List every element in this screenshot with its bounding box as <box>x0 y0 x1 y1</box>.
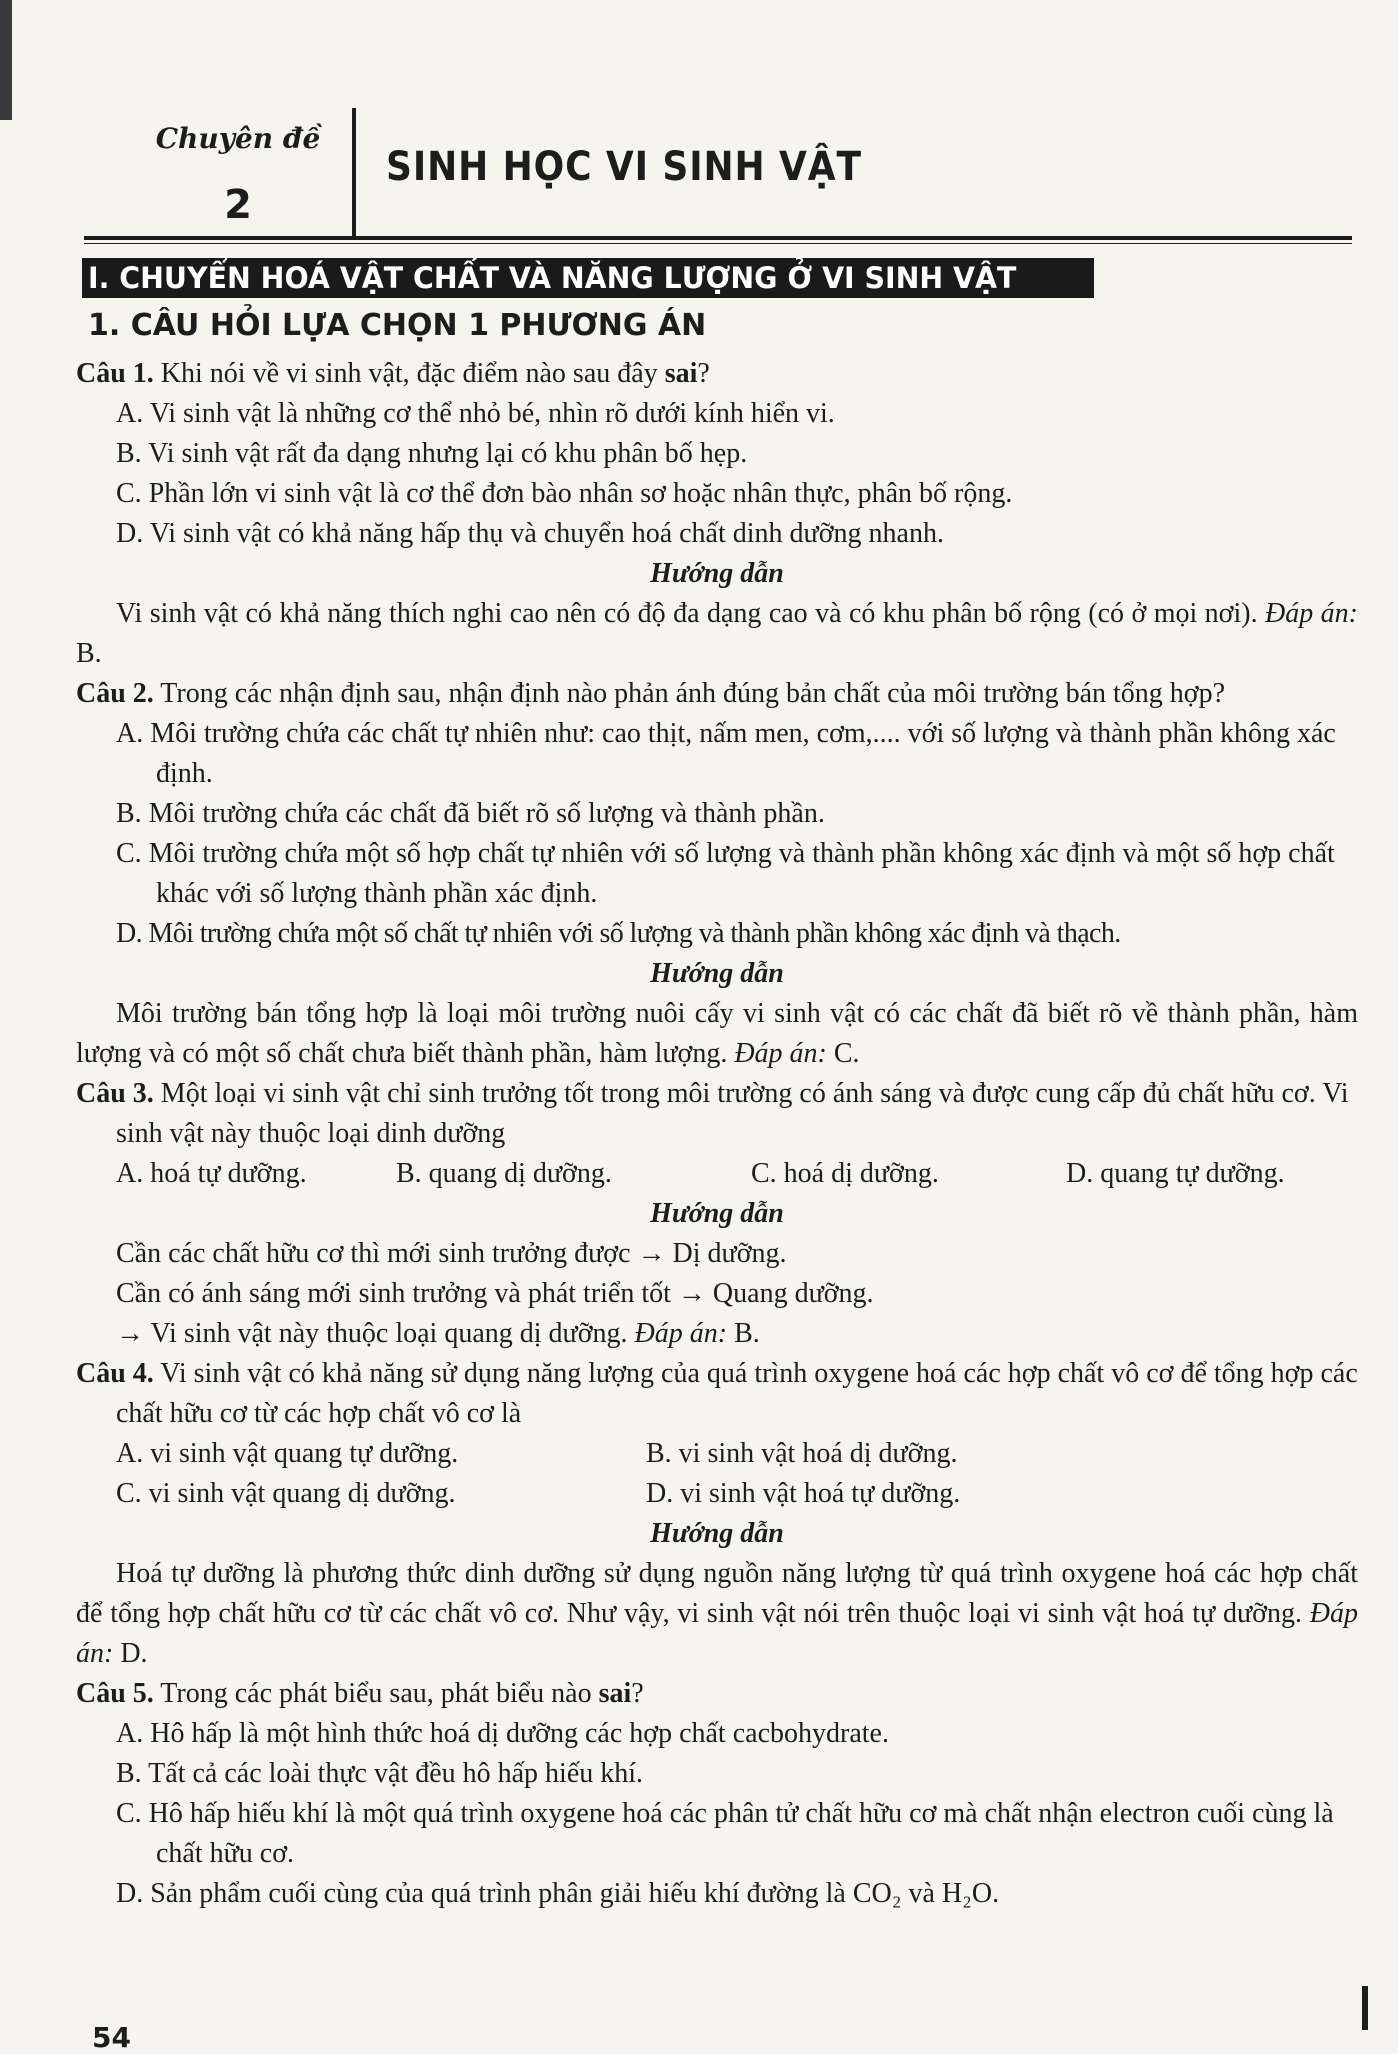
guide-line-1: Cần các chất hữu cơ thì mới sinh trưởng được → Dị dưỡng. <box>116 1238 787 1269</box>
chapter-header <box>86 100 1356 240</box>
option-b: B. Tất cả các loài thực vật đều hô hấp hiếu khí. <box>116 1758 644 1789</box>
chuyen-de-number: 2 <box>224 182 252 228</box>
guide-body: Môi trường bán tổng hợp là loại môi trường nuôi cấy vi sinh vật có các chất đã biết rõ về thành phần, hàm lượng và có một số chất chưa biết thành phần, hàm lượng. <box>76 998 1358 1069</box>
option-a: A. vi sinh vật quang tự dưỡng. <box>116 1438 459 1469</box>
option-a: A. Vi sinh vật là những cơ thể nhỏ bé, nhìn rõ dưới kính hiển vi. <box>116 398 835 429</box>
answer-label: Đáp án: <box>734 1038 827 1069</box>
section-title-bar <box>82 258 1094 298</box>
question-3 <box>76 1074 1358 1154</box>
chuyen-de-label: Chuyên đề <box>155 122 321 155</box>
guide-text <box>76 594 1358 674</box>
options-row <box>116 1434 1358 1474</box>
guide-title: Hướng dẫn <box>650 958 784 989</box>
question-1 <box>76 354 1358 394</box>
option-a: A. Môi trường chứa các chất tự nhiên như: cao thịt, nấm men, cơm,.... với số lượng và thành phần không xác định. <box>116 718 1336 789</box>
option-b: B. Môi trường chứa các chất đã biết rõ số lượng và thành phần. <box>116 798 825 829</box>
question-emphasis: sai <box>664 358 698 389</box>
subheading: 1. CÂU HỎI LỰA CHỌN 1 PHƯƠNG ÁN <box>88 308 707 343</box>
guide-body: → Vi sinh vật này thuộc loại quang dị dưỡng. <box>116 1318 628 1349</box>
option-d: D. vi sinh vật hoá tự dưỡng. <box>646 1478 961 1509</box>
question-emphasis: sai <box>598 1678 632 1709</box>
question-2 <box>76 674 1358 714</box>
answer-value: B. <box>727 1318 760 1349</box>
option-d: D. Vi sinh vật có khả năng hấp thụ và chuyển hoá chất dinh dưỡng nhanh. <box>116 518 944 549</box>
answer-value: D. <box>113 1638 148 1669</box>
option-c: C. Phần lớn vi sinh vật là cơ thể đơn bào nhân sơ hoặc nhân thực, phân bố rộng. <box>116 478 1013 509</box>
header-divider <box>352 108 356 236</box>
page-edge-mark <box>1362 1986 1368 2030</box>
page-number: 54 <box>92 2021 131 2054</box>
option-c: C. vi sinh vật quang dị dưỡng. <box>116 1478 456 1509</box>
section-title: I. CHUYỂN HOÁ VẬT CHẤT VÀ NĂNG LƯỢNG Ở VI SINH VẬT <box>88 261 1017 295</box>
option-c: C. hoá dị dưỡng. <box>751 1158 939 1189</box>
guide-body: Hoá tự dưỡng là phương thức dinh dưỡng sử dụng nguồn năng lượng từ quá trình oxygene hoá các hợp chất để tổng hợp chất hữu cơ từ các chất vô cơ. Như vậy, vi sinh vật nói trên thuộc loại vi sinh vật hoá tự dưỡng. <box>76 1558 1358 1629</box>
guide-body: Vi sinh vật có khả năng thích nghi cao nên có độ đa dạng cao và có khu phân bố rộng (có ở mọi nơi). <box>116 598 1258 629</box>
answer-value: C. <box>826 1038 860 1069</box>
page-edge-shadow <box>0 0 12 120</box>
option-d: D. Môi trường chứa một số chất tự nhiên với số lượng và thành phần không xác định và thạch. <box>116 918 1121 949</box>
question-text: Trong các phát biểu sau, phát biểu nào <box>153 1678 599 1709</box>
guide-line-3 <box>116 1314 1358 1354</box>
option-b: B. vi sinh vật hoá dị dưỡng. <box>646 1438 958 1469</box>
guide-line-2: Cần có ánh sáng mới sinh trưởng và phát triển tốt → Quang dưỡng. <box>116 1278 874 1309</box>
option-a: A. Hô hấp là một hình thức hoá dị dưỡng các hợp chất cacbohydrate. <box>116 1718 889 1749</box>
question-text: Trong các nhận định sau, nhận định nào phản ánh đúng bản chất của môi trường bán tổng hợp? <box>153 678 1226 709</box>
option-a: A. hoá tự dưỡng. <box>116 1158 307 1189</box>
options-row <box>116 1154 1358 1194</box>
option-b: B. Vi sinh vật rất đa dạng nhưng lại có khu phân bố hẹp. <box>116 438 748 469</box>
option-c: C. Hô hấp hiếu khí là một quá trình oxygene hoá các phân tử chất hữu cơ mà chất nhận electron cuối cùng là chất hữu cơ. <box>116 1798 1334 1869</box>
answer-label: Đáp án: <box>634 1318 728 1349</box>
answer-value: B. <box>76 638 102 669</box>
question-5 <box>76 1674 1358 1714</box>
header-rule-thin <box>84 243 1352 244</box>
question-text: Vi sinh vật có khả năng sử dụng năng lượng của quá trình oxygene hoá các hợp chất vô cơ để tổng hợp các chất hữu cơ từ các hợp chất vô cơ là <box>116 1358 1358 1429</box>
questions-content <box>76 354 1358 1914</box>
option-d: D. quang tự dưỡng. <box>1066 1158 1285 1189</box>
option-c: C. Môi trường chứa một số hợp chất tự nhiên với số lượng và thành phần không xác định và một số hợp chất khác với số lượng thành phần xác định. <box>116 838 1335 909</box>
answer-label: Đáp án: <box>76 1598 1359 1669</box>
question-text-end: ? <box>697 358 710 389</box>
guide-title: Hướng dẫn <box>650 1198 784 1229</box>
question-text: Một loại vi sinh vật chỉ sinh trưởng tốt trong môi trường có ánh sáng và được cung cấp đủ chất hữu cơ. Vi sinh vật này thuộc loại dinh dưỡng <box>116 1078 1349 1149</box>
answer-label: Đáp án: <box>1265 598 1359 629</box>
question-label: Câu 3. <box>76 1078 154 1109</box>
option-b: B. quang dị dưỡng. <box>396 1158 612 1189</box>
option-d: D. Sản phẩm cuối cùng của quá trình phân giải hiếu khí đường là CO₂ và H₂O. <box>116 1878 1000 1909</box>
question-label: Câu 1. <box>76 358 154 389</box>
question-text-end: ? <box>631 1678 644 1709</box>
options-row <box>116 1474 1358 1514</box>
header-rule <box>84 236 1352 240</box>
guide-text <box>76 1554 1358 1674</box>
guide-text <box>76 994 1358 1074</box>
chapter-title: SINH HỌC VI SINH VẬT <box>386 144 862 190</box>
question-label: Câu 2. <box>76 678 154 709</box>
question-label: Câu 4. <box>76 1358 154 1389</box>
question-label: Câu 5. <box>76 1678 154 1709</box>
guide-title: Hướng dẫn <box>650 558 784 589</box>
guide-title: Hướng dẫn <box>650 1518 784 1549</box>
question-text: Khi nói về vi sinh vật, đặc điểm nào sau đây <box>153 358 665 389</box>
question-4 <box>76 1354 1358 1434</box>
